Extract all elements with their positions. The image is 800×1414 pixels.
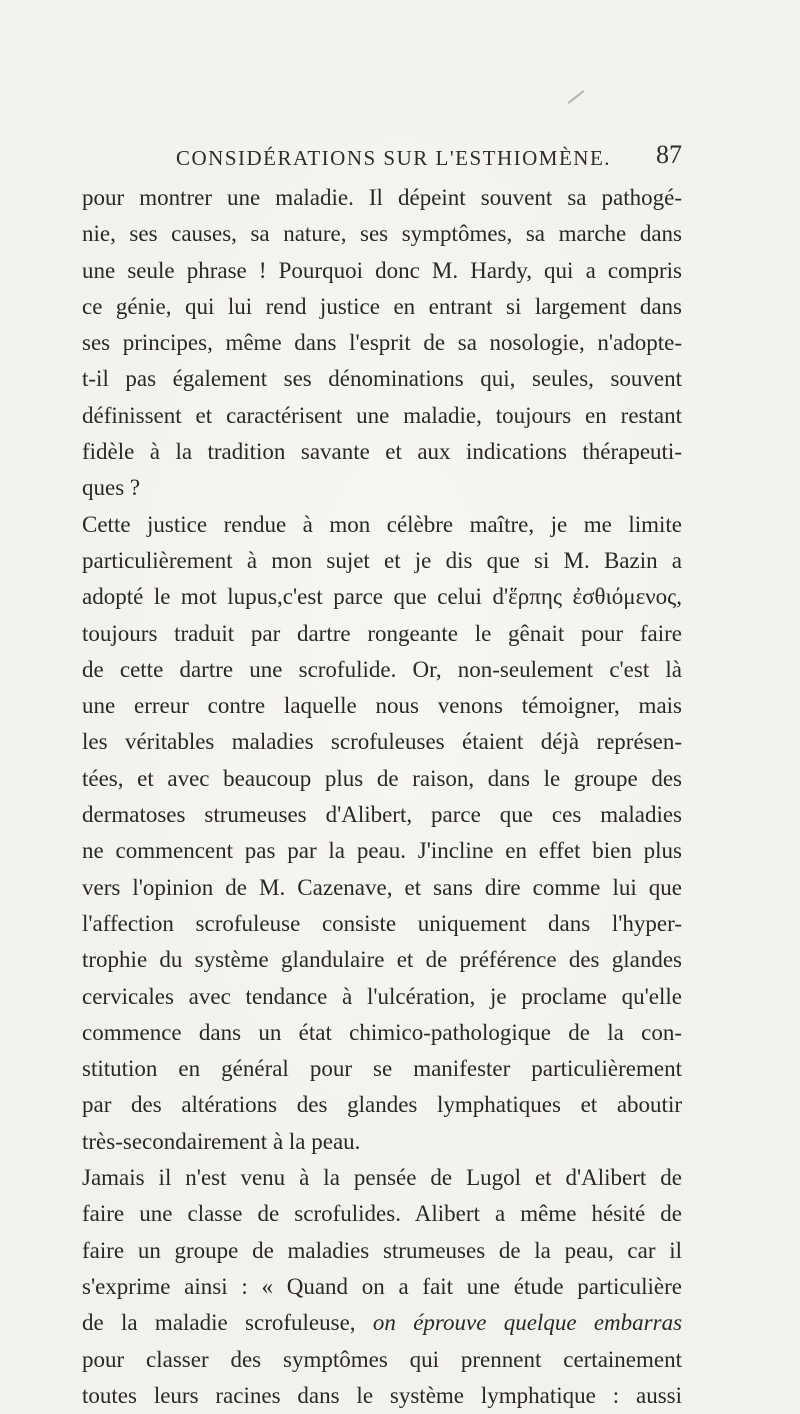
text-line: trophie du système glandulaire et de préférence des glandes xyxy=(82,947,682,973)
page-header xyxy=(82,138,682,174)
text-line: commence dans un état chimico-pathologique de la con- xyxy=(82,1019,682,1045)
text-line: s'exprime ainsi : « Quand on a fait une étude particulière xyxy=(82,1273,682,1299)
text-line: t-il pas également ses dénominations qui, seules, souvent xyxy=(82,366,682,392)
text-line: vers l'opinion de M. Cazenave, et sans dire comme lui que xyxy=(82,874,682,900)
text-line: ce génie, qui lui rend justice en entrant si largement dans xyxy=(82,293,682,319)
text-line: particulièrement à mon sujet et je dis que si M. Bazin a xyxy=(82,547,682,573)
text-line: cervicales avec tendance à l'ulcération, je proclame qu'elle xyxy=(82,983,682,1009)
text-line: de cette dartre une scrofulide. Or, non-seulement c'est là xyxy=(82,656,682,682)
body-text xyxy=(82,180,682,1414)
text-segment: de la maladie scrofuleuse, xyxy=(82,1310,356,1336)
text-line: faire une classe de scrofulides. Alibert a même hésité de xyxy=(82,1201,682,1227)
text-line: très-secondairement à la peau. xyxy=(82,1128,361,1154)
text-line: ses principes, même dans l'esprit de sa nosologie, n'adopte- xyxy=(82,330,682,356)
text-line: Cette justice rendue à mon célèbre maître, je me limite xyxy=(82,511,682,537)
text-line: Jamais il n'est venu à la pensée de Lugol et d'Alibert de xyxy=(82,1165,682,1191)
text-line: toutes leurs racines dans le système lymphatique : aussi xyxy=(82,1382,682,1408)
text-line: l'affection scrofuleuse consiste uniquement dans l'hyper- xyxy=(82,910,682,936)
text-line: fidèle à la tradition savante et aux indications thérapeuti- xyxy=(82,439,682,465)
running-head: CONSIDÉRATIONS SUR L'ESTHIOMÈNE. xyxy=(176,146,612,170)
italic-segment: on éprouve quelque embarras xyxy=(372,1310,682,1336)
text-line: pour montrer une maladie. Il dépeint souvent sa pathogé- xyxy=(82,185,682,210)
page-number: 87 xyxy=(656,140,682,169)
text-line: les véritables maladies scrofuleuses étaient déjà représen- xyxy=(82,729,682,755)
text-line: une erreur contre laquelle nous venons témoigner, mais xyxy=(82,693,682,719)
text-line: faire un groupe de maladies strumeuses de la peau, car il xyxy=(82,1237,682,1263)
text-line: adopté le mot lupus,c'est parce que celui d'ἕρπης ἐσθιόμενος, xyxy=(82,584,682,610)
text-line: ques ? xyxy=(82,475,141,501)
text-line: toujours traduit par dartre rongeante le gênait pour faire xyxy=(82,620,682,646)
text-line: stitution en général pour se manifester particulièrement xyxy=(82,1056,682,1082)
text-line: dermatoses strumeuses d'Alibert, parce que ces maladies xyxy=(82,802,682,828)
pencil-mark xyxy=(568,90,585,104)
text-line: par des altérations des glandes lymphatiques et aboutir xyxy=(82,1092,682,1118)
text-line: tées, et avec beaucoup plus de raison, dans le groupe des xyxy=(82,765,682,791)
text-line: définissent et caractérisent une maladie, toujours en restant xyxy=(82,402,682,428)
text-line: une seule phrase ! Pourquoi donc M. Hardy, qui a compris xyxy=(82,257,682,283)
text-line-with-italic xyxy=(82,1305,682,1341)
text-line: ne commencent pas par la peau. J'incline en effet bien plus xyxy=(82,838,682,864)
text-line: nie, ses causes, sa nature, ses symptômes, sa marche dans xyxy=(82,221,682,247)
text-line: pour classer des symptômes qui prennent certainement xyxy=(82,1346,682,1372)
